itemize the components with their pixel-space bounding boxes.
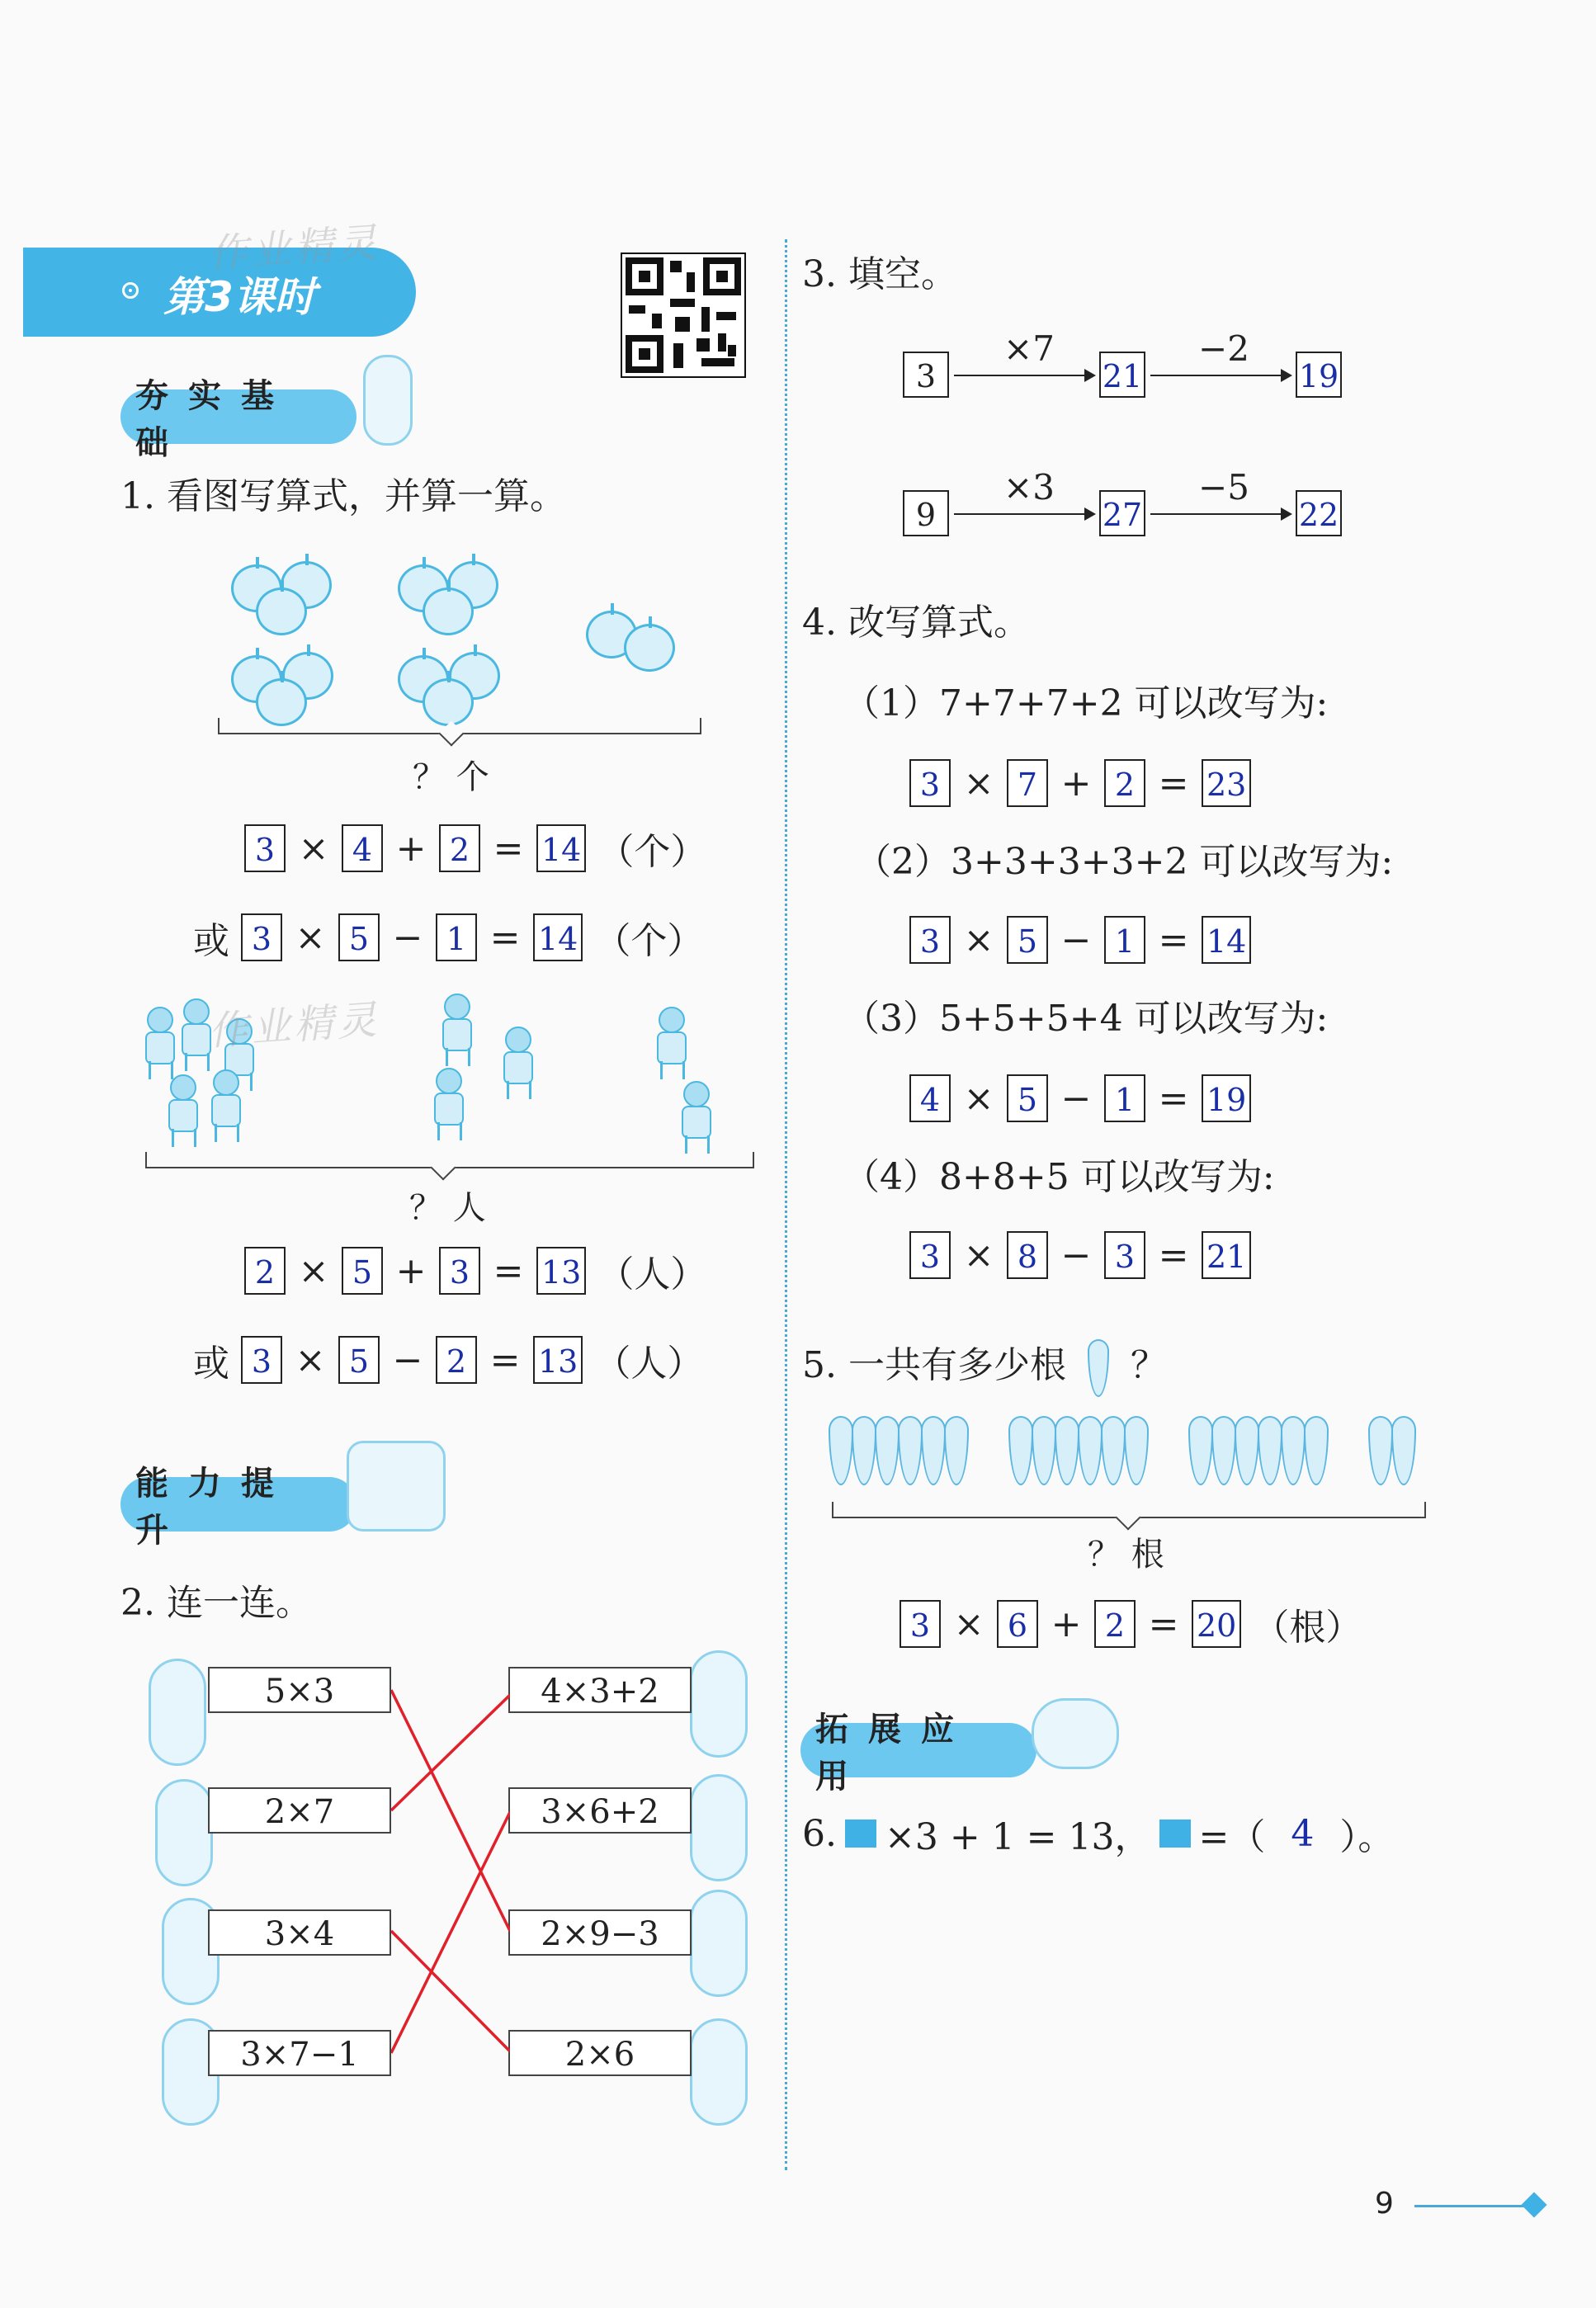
flow-answer[interactable]: 19 (1296, 352, 1342, 398)
answer-box[interactable]: 3 (244, 824, 286, 872)
answer-box[interactable]: 1 (436, 913, 477, 961)
apple-group-1 (223, 545, 347, 710)
match-left-1[interactable]: 5×3 (208, 1667, 391, 1713)
answer-box[interactable]: 7 (1007, 759, 1048, 807)
match-left-4[interactable]: 3×7−1 (208, 2030, 391, 2076)
q1-title: 1. 看图写算式，并算一算。 (120, 475, 566, 517)
match-lines (391, 1683, 510, 2063)
unit-label: （根） (1253, 1607, 1362, 1649)
q6-number: 6. (802, 1812, 837, 1855)
answer-box[interactable]: 3 (909, 1231, 951, 1279)
children-group-3 (652, 1007, 743, 1163)
answer-box[interactable]: 3 (909, 916, 951, 964)
apple-equation-1: 3 × 4 + 2 = 14 （个） (244, 822, 706, 875)
answer-box[interactable]: 4 (342, 824, 383, 872)
carrot-total-label: ？ 根 (1088, 1536, 1164, 1574)
or-label: 或 (193, 920, 229, 962)
answer-box[interactable]: 5 (338, 1336, 380, 1384)
answer-box[interactable]: 3 (439, 1247, 480, 1295)
arrow (1150, 375, 1289, 376)
cartoon-animal (690, 2018, 748, 2126)
match-left-2[interactable]: 2×7 (208, 1787, 391, 1834)
tiger-illustration (1032, 1698, 1119, 1769)
unit-label: （人） (594, 1343, 704, 1385)
answer-box[interactable]: 23 (1202, 759, 1251, 807)
student-desk-illustration (347, 1441, 446, 1532)
answer-box[interactable]: 3 (241, 1336, 282, 1384)
q6: 6. ×3 + 1 = 13， =（ 4 ）。 (802, 1812, 1395, 1858)
target-icon (122, 282, 139, 299)
carrot-icon (1088, 1339, 1109, 1397)
answer-box[interactable]: 5 (1007, 1074, 1048, 1122)
apple-group-2 (390, 545, 513, 710)
match-line (391, 1690, 510, 1931)
q4-equation-1: 3 × 7 + 2 = 23 (909, 759, 1251, 807)
answer-box[interactable]: 3 (1104, 1231, 1145, 1279)
section-title: 夯实基础 (135, 377, 294, 462)
answer-box[interactable]: 8 (1007, 1231, 1048, 1279)
answer-box[interactable]: 2 (436, 1336, 477, 1384)
answer-box[interactable]: 4 (909, 1074, 951, 1122)
answer-box[interactable]: 2 (439, 824, 480, 872)
people-equation-1: 2 × 5 + 3 = 13 （人） (244, 1244, 706, 1297)
answer-box[interactable]: 13 (536, 1247, 586, 1295)
flow-start: 9 (903, 490, 949, 536)
q5-title: 5. 一共有多少根 ？ (802, 1335, 1167, 1397)
answer-box[interactable]: 14 (1202, 916, 1251, 964)
answer-box[interactable]: 2 (1104, 759, 1145, 807)
answer-box[interactable]: 14 (533, 913, 583, 961)
match-line (391, 1931, 510, 2051)
qr-code-icon[interactable] (621, 253, 746, 378)
answer-box[interactable]: 21 (1202, 1231, 1251, 1279)
arrow (954, 513, 1093, 515)
match-right-1[interactable]: 4×3+2 (508, 1667, 692, 1713)
flow-op: ×3 (1003, 467, 1055, 507)
answer-box[interactable]: 13 (533, 1336, 583, 1384)
flow-op: −2 (1198, 328, 1249, 369)
arrow (954, 375, 1093, 376)
answer-box[interactable]: 1 (1104, 916, 1145, 964)
girl-illustration (363, 355, 413, 446)
column-divider (785, 239, 787, 2170)
lesson-title: 第3课时 (163, 273, 316, 321)
section-header-ability (120, 1465, 357, 1550)
answer-box[interactable]: 14 (536, 824, 586, 872)
blank-square-icon (1159, 1819, 1191, 1848)
unit-label: （个） (597, 831, 707, 873)
answer-box[interactable]: 20 (1192, 1600, 1241, 1648)
answer-box[interactable]: 19 (1202, 1074, 1251, 1122)
flow-op: −5 (1198, 467, 1249, 507)
q4-equation-4: 3 × 8 − 3 = 21 (909, 1231, 1251, 1279)
answer-box[interactable]: 1 (1104, 1074, 1145, 1122)
q4-equation-2: 3 × 5 − 1 = 14 (909, 916, 1251, 964)
q4-title: 4. 改写算式。 (802, 602, 1030, 644)
watermark: 作业精灵 (206, 219, 382, 278)
answer-box[interactable]: 5 (342, 1247, 383, 1295)
answer-box[interactable]: 6 (997, 1600, 1038, 1648)
blank-square-icon (845, 1819, 876, 1848)
apple-equation-2: 或 3 × 5 − 1 = 14 （个） (193, 911, 703, 964)
flow-answer[interactable]: 27 (1099, 490, 1145, 536)
answer-box[interactable]: 2 (244, 1247, 286, 1295)
cartoon-animal (155, 1779, 213, 1886)
section-title: 拓展应用 (815, 1711, 974, 1796)
children-group-2 (429, 994, 553, 1150)
q4-item-text: （2）3+3+3+3+2 可以改写为: (855, 841, 1394, 883)
cartoon-animal (690, 1774, 748, 1881)
answer-box[interactable]: 5 (338, 913, 380, 961)
flow-answer[interactable]: 21 (1099, 352, 1145, 398)
match-left-3[interactable]: 3×4 (208, 1909, 391, 1956)
match-right-4[interactable]: 2×6 (508, 2030, 692, 2076)
match-right-2[interactable]: 3×6+2 (508, 1787, 692, 1834)
carrot-equation: 3 × 6 + 2 = 20 （根） (900, 1598, 1362, 1650)
section-title: 能力提升 (135, 1465, 294, 1550)
unit-label: （人） (597, 1253, 707, 1296)
answer-box[interactable]: 5 (1007, 916, 1048, 964)
section-header-basic (120, 377, 357, 462)
q4-item-text: （4）8+8+5 可以改写为: (843, 1156, 1275, 1198)
answer-box[interactable]: 3 (241, 913, 282, 961)
flow-start: 3 (903, 352, 949, 398)
cartoon-animal (149, 1659, 206, 1766)
q3-title: 3. 填空。 (802, 253, 957, 295)
people-equation-2: 或 3 × 5 − 2 = 13 （人） (193, 1333, 703, 1386)
cartoon-animal (690, 1890, 748, 1997)
apple-group-3 (583, 602, 690, 677)
match-right-3[interactable]: 2×9−3 (508, 1909, 692, 1956)
diamond-icon (1521, 2192, 1546, 2217)
q4-equation-3: 4 × 5 − 1 = 19 (909, 1074, 1251, 1122)
arrow (1150, 513, 1289, 515)
page-number: 9 (1375, 2187, 1394, 2221)
q6-answer[interactable]: 4 (1291, 1812, 1315, 1855)
unit-label: （个） (594, 920, 704, 962)
watermark: 作业精灵 (206, 996, 382, 1055)
cartoon-animal (690, 1650, 748, 1758)
q4-item-text: （3）5+5+5+4 可以改写为: (843, 998, 1329, 1040)
carrot-groups (829, 1416, 1423, 1499)
or-label: 或 (193, 1343, 229, 1385)
match-line (391, 1812, 510, 2053)
page-line (1414, 2205, 1530, 2207)
apple-total-label: ？ 个 (413, 758, 489, 796)
flow-op: ×7 (1003, 328, 1055, 369)
answer-box[interactable]: 3 (900, 1600, 941, 1648)
people-total-label: ？ 人 (409, 1189, 486, 1227)
q2-title: 2. 连一连。 (120, 1582, 312, 1624)
answer-box[interactable]: 3 (909, 759, 951, 807)
answer-box[interactable]: 2 (1094, 1600, 1136, 1648)
q4-item-text: （1）7+7+7+2 可以改写为: (843, 682, 1329, 724)
match-line (391, 1695, 510, 1810)
flow-answer[interactable]: 22 (1296, 490, 1342, 536)
section-header-extend (800, 1711, 1036, 1796)
